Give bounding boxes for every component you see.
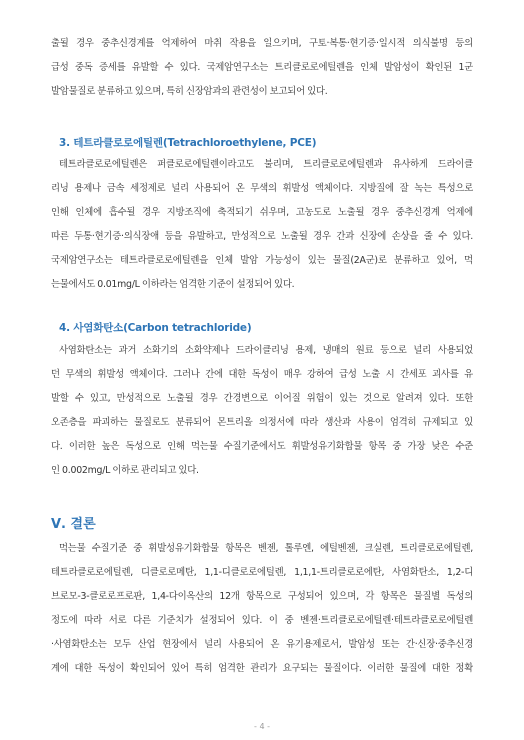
section-4-heading: 4. 사염화탄소(Carbon tetrachloride) bbox=[59, 322, 252, 334]
text-line: 발암물질로 분류하고 있으며, 특히 신장암과의 관련성이 보고되어 있다. bbox=[51, 86, 328, 97]
section-3-heading: 3. 테트라클로로에틸렌(Tetrachloroethylene, PCE) bbox=[59, 137, 317, 149]
text-line: ·사염화탄소는 모두 산업 현장에서 널리 사용되어 온 유기용제로서, 발암성 또는 간·신장·중추신경 bbox=[51, 639, 473, 650]
intro-paragraph bbox=[51, 32, 473, 104]
text-line: 오존층을 파괴하는 물질로도 분류되어 몬트리올 의정서에 따라 생산과 사용이 엄격히 규제되고 있 bbox=[51, 417, 473, 428]
text-line: 발할 수 있고, 만성적으로 노출될 경우 간경변으로 이어질 위험이 있는 것으로 알려져 있다. 또한 bbox=[51, 393, 473, 404]
text-line: 따른 두통·현기증·의식장애 등을 유발하고, 만성적으로 노출될 경우 간과 신장에 손상을 줄 수 있다. bbox=[51, 231, 473, 242]
conclusion-heading: Ⅴ. 결론 bbox=[51, 517, 96, 532]
text-line: 국제암연구소는 테트라클로로에틸렌을 인체 발암 가능성이 있는 물질(2A군)로 분류하고 있어, 먹 bbox=[51, 255, 473, 266]
text-line: 사염화탄소는 과거 소화기의 소화약제나 드라이클리닝 용제, 냉매의 원료 등으로 널리 사용되었 bbox=[59, 345, 473, 356]
text-line: 정도에 따라 서로 다른 기준치가 설정되어 있다. 이 중 벤젠·트리클로로에틸렌·테트라클로로에틸렌 bbox=[51, 615, 473, 626]
page-number: - 4 - bbox=[254, 722, 270, 731]
text-line: 급성 중독 증세를 유발할 수 있다. 국제암연구소는 트리클로로에틸렌을 인체 발암성이 확인된 1군 bbox=[51, 62, 473, 73]
section-3-paragraph bbox=[51, 153, 473, 297]
section-4-paragraph bbox=[51, 339, 473, 483]
text-line: 다. 이러한 높은 독성으로 인해 먹는물 수질기준에서도 휘발성유기화합물 항목 중 가장 낮은 수준 bbox=[51, 441, 473, 452]
text-line: 던 무색의 휘발성 액체이다. 그러나 간에 대한 독성이 매우 강하여 급성 노출 시 간세포 괴사를 유 bbox=[51, 369, 473, 380]
conclusion-paragraph bbox=[51, 537, 473, 681]
text-line: 인해 인체에 흡수될 경우 지방조직에 축적되기 쉬우며, 고농도로 노출될 경우 중추신경계 억제에 bbox=[51, 207, 473, 218]
text-line: 출될 경우 중추신경계를 억제하여 마취 작용을 일으키며, 구토·복통·현기증·일시적 의식불명 등의 bbox=[51, 38, 473, 49]
text-line: 는물에서도 0.01mg/L 이하라는 엄격한 기준이 설정되어 있다. bbox=[51, 279, 295, 290]
text-line: 브로모-3-클로로프로판, 1,4-다이옥산의 12개 항목으로 구성되어 있으며, 각 항목은 물질별 독성의 bbox=[51, 591, 473, 602]
text-line: 리닝 용제나 금속 세정제로 널리 사용되어 온 무색의 휘발성 액체이다. 지방질에 잘 녹는 특성으로 bbox=[51, 183, 473, 194]
text-line: 테트라클로로에틸렌, 디클로로메탄, 1,1-디클로로에틸렌, 1,1,1-트리클로로에탄, 사염화탄소, 1,2-디 bbox=[51, 567, 473, 578]
text-line: 인 0.002mg/L 이하로 관리되고 있다. bbox=[51, 465, 199, 476]
text-line: 계에 대한 독성이 확인되어 있어 특히 엄격한 관리가 요구되는 물질이다. 이러한 물질에 대한 정확 bbox=[51, 663, 473, 674]
text-line: 먹는물 수질기준 중 휘발성유기화합물 항목은 벤젠, 톨루엔, 에틸벤젠, 크실렌, 트리클로로에틸렌, bbox=[59, 543, 473, 554]
text-line: 테트라클로로에틸렌은 퍼클로로에틸렌이라고도 불리며, 트리클로로에틸렌과 유사하게 드라이클 bbox=[59, 159, 473, 170]
